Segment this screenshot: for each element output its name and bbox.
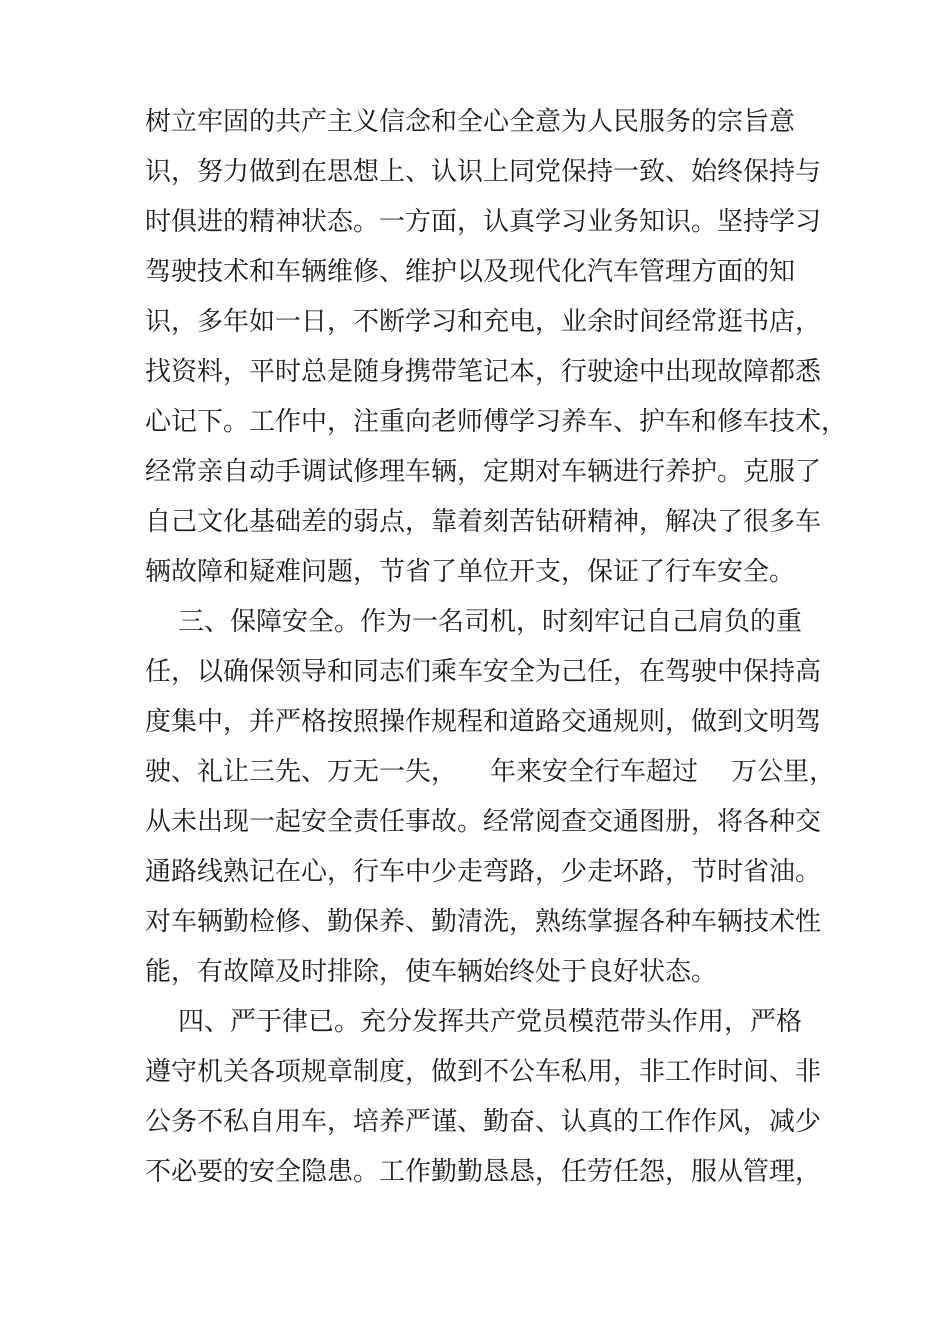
text-line: 能，有故障及时排除，使车辆始终处于良好状态。 bbox=[145, 957, 718, 987]
text-line: 公务不私自用车，培养严谨、勤奋、认真的工作作风，减少 bbox=[145, 1107, 822, 1137]
text-line: 任，以确保领导和同志们乘车安全为己任，在驾驶中保持高 bbox=[145, 657, 822, 687]
text-line: 经常亲自动手调试修理车辆，定期对车辆进行养护。克服了 bbox=[145, 457, 822, 487]
text-line: 自己文化基础差的弱点，靠着刻苦钻研精神，解决了很多车 bbox=[145, 507, 822, 537]
text-line: 从未出现一起安全责任事故。经常阅查交通图册，将各种交 bbox=[145, 807, 822, 837]
text-line: 驾驶技术和车辆维修、维护以及现代化汽车管理方面的知 bbox=[145, 257, 796, 287]
text-line: 时俱进的精神状态。一方面，认真学习业务知识。坚持学习 bbox=[145, 207, 822, 237]
text-line: 驶、礼让三先、万无一失， 年来安全行车超过 万公里， bbox=[145, 757, 836, 787]
text-line: 树立牢固的共产主义信念和全心全意为人民服务的宗旨意 bbox=[145, 107, 796, 137]
text-line: 心记下。工作中，注重向老师傅学习养车、护车和修车技术， bbox=[145, 407, 848, 437]
text-line: 识，努力做到在思想上、认识上同党保持一致、始终保持与 bbox=[145, 157, 822, 187]
text-line: 对车辆勤检修、勤保养、勤清洗，熟练掌握各种车辆技术性 bbox=[145, 907, 822, 937]
text-line: 遵守机关各项规章制度，做到不公车私用，非工作时间、非 bbox=[145, 1057, 822, 1087]
text-line: 不必要的安全隐患。工作勤勤恳恳，任劳任怨，服从管理， bbox=[145, 1157, 822, 1187]
text-line: 辆故障和疑难问题，节省了单位开支，保证了行车安全。 bbox=[145, 557, 796, 587]
text-line: 四、严于律已。充分发挥共产党员模范带头作用，严格 bbox=[145, 1007, 803, 1037]
text-line: 找资料，平时总是随身携带笔记本，行驶途中出现故障都悉 bbox=[145, 357, 822, 387]
text-line: 识，多年如一日，不断学习和充电，业余时间经常逛书店， bbox=[145, 307, 822, 337]
body-text bbox=[145, 97, 848, 1197]
text-line: 度集中，并严格按照操作规程和道路交通规则，做到文明驾 bbox=[145, 707, 822, 737]
text-line: 三、保障安全。作为一名司机，时刻牢记自己肩负的重 bbox=[145, 607, 803, 637]
text-line: 通路线熟记在心，行车中少走弯路，少走坏路，节时省油。 bbox=[145, 857, 822, 887]
